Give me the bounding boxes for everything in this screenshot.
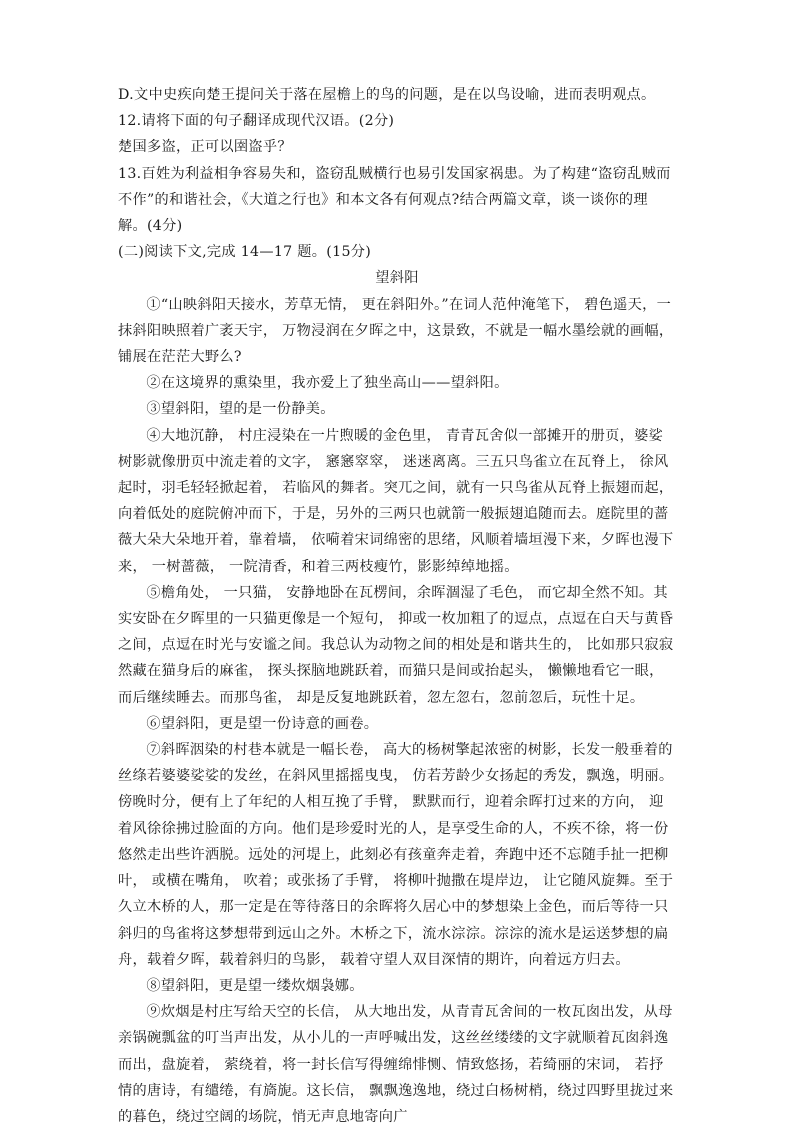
article-paragraph: ①“山映斜阳天接水，芳草无情， 更在斜阳外。”在词人范仲淹笔下， 碧色遥天，一抹斜阳映照着广袤天宇， 万物浸润在夕晖之中，这景致，不就是一幅水墨绘就的画幅，铺展在茫茫大野么? bbox=[118, 296, 674, 366]
article-paragraph: ④大地沉静， 村庄浸染在一片煦暖的金色里， 青青瓦舍似一部摊开的册页，婆娑树影就像册页中流走着的文字， 窸窸窣窣， 迷迷离离。三五只鸟雀立在瓦脊上， 徐风起时，羽毛轻轻掀起着， 若临风的舞者。突兀之间，就有一只鸟雀从瓦脊上振翅而起，向着低处的庭院俯冲而下，于是，另外的三两只也就箭一般振翅追随而去。庭院里的蔷薇大朵大朵地开着，靠着墙， 依嗬着宋词绵密的思绪，风顺着墙垣漫下来，夕晖也漫下来， 一树蔷薇， 一院清香，和着三两枝瘦竹，影影绰绰地摇。 bbox=[118, 427, 674, 575]
section-2-heading: (二)阅读下文,完成 14—17 题。(15分) bbox=[118, 244, 372, 261]
article-paragraph: ⑤檐角处， 一只猫， 安静地卧在瓦楞间，余晖涸湿了毛色， 而它却全然不知。其实安卧在夕晖里的一只猫更像是一个短句， 抑或一枚加粗了的逗点，点逗在白天与黄昏之间，点逗在时光与安谧之间。我总认为动物之间的相处是和谐共生的， 比如那只寂寂然藏在猫身后的麻雀， 探头探脑地跳跃着，而猫只是间或抬起头， 懒懒地看它一眼，而后继续睡去。而那鸟雀， 却是反复地跳跃着，忽左忽右，忽前忽后，玩性十足。 bbox=[118, 584, 674, 706]
exam-page bbox=[118, 82, 676, 1130]
question-12-sentence: 楚国多盗，正可以圉盗乎？ bbox=[118, 139, 292, 156]
question-d-option: D.文中史疾向楚王提问关于落在屋檐上的鸟的问题，是在以鸟设喻，进而表明观点。 bbox=[118, 87, 656, 103]
article-paragraph: ⑧望斜阳，更是望一缕炊烟袅娜。 bbox=[146, 977, 364, 994]
question-13: 13.百姓为利益相争容易失和，盗窃乱贼横行也易引发国家祸患。为了构建“盗窃乱贼而不作”的和谐社会，《大道之行也》和本文各有何观点?结合两篇文章，谈一谈你的理解。(4分) bbox=[118, 165, 671, 235]
question-12: 12.请将下面的句子翻译成现代汉语。(2分) bbox=[118, 113, 395, 130]
article-paragraph: ⑥望斜阳，更是望一份诗意的画卷。 bbox=[146, 715, 379, 732]
article-paragraph: ③望斜阳，望的是一份静美。 bbox=[146, 401, 335, 418]
article-paragraph: ⑨炊烟是村庄写给天空的长信， 从大地出发，从青青瓦舍间的一枚瓦囱出发，从母亲锅碗瓢盆的叮当声出发，从小儿的一声呼喊出发，这丝丝缕缕的文字就顺着瓦囱斜逸而出，盘旋着， 萦绕着，将一封长信写得缠绵悱恻、情致悠扬，若绮丽的宋词， 若抒情的唐诗，有缱绻，有旖旎。这长信， 飘飘逸逸地，绕过白杨树梢，绕过四野里拢过来的暮色，绕过空阔的场院，悄无声息地寄向广 bbox=[118, 1004, 674, 1125]
article-title: 望斜阳 bbox=[375, 270, 419, 287]
article-paragraph: ⑦斜晖洇染的村巷本就是一幅长卷， 高大的杨树擎起浓密的树影，长发一般垂着的丝绦若婆婆娑娑的发丝，在斜风里摇摇曳曳， 仿若芳龄少女扬起的秀发，飘逸，明丽。傍晚时分，便有上了年纪的人相互挽了手臂， 默默而行，迎着余晖打过来的方向， 迎着风徐徐拂过脸面的方向。他们是珍爱时光的人，是享受生命的人，不疾不徐，将一份悠然走出些许洒脱。远处的河堤上，此刻必有孩童奔走着，奔跑中还不忘随手扯一把柳叶， 或横在嘴角， 吹着；或张扬了手臂， 将柳叶抛撒在堤岸边， 让它随风旋舞。至于久立木桥的人，那一定是在等待落日的余晖将久居心中的梦想染上金色，而后等待一只斜归的鸟雀将这梦想带到远山之外。木桥之下，流水淙淙。淙淙的流水是运送梦想的扁舟，载着夕晖，载着斜归的鸟影， 载着守望人双目深情的期许，向着远方归去。 bbox=[118, 742, 674, 968]
article-paragraph: ②在这境界的熏染里，我亦爱上了独坐高山——望斜阳。 bbox=[146, 375, 509, 392]
